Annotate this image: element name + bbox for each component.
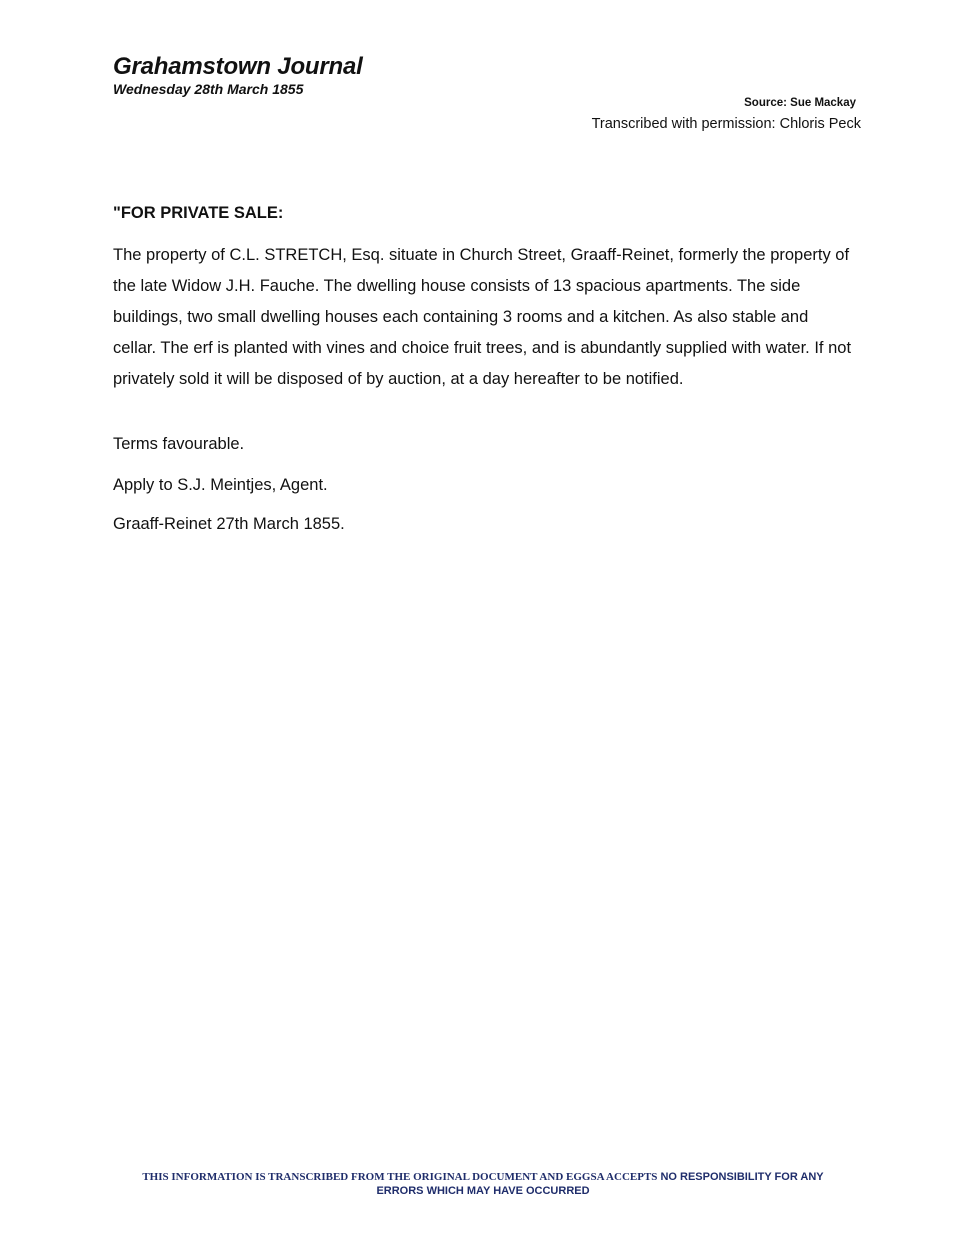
source-credit: Source: Sue Mackay [744,97,856,109]
disclaimer-line-1 [0,1170,966,1184]
disclaimer-footer [0,1170,966,1198]
article-terms: Terms favourable. [113,435,245,453]
transcription-credit: Transcribed with permission: Chloris Peck [591,116,861,132]
article-apply: Apply to S.J. Meintjes, Agent. [113,476,328,494]
publication-date: Wednesday 28th March 1855 [113,81,304,97]
article-dateline: Graaff-Reinet 27th March 1855. [113,515,345,533]
article-body: The property of C.L. STRETCH, Esq. situate in Church Street, Graaff-Reinet, formerly the property of the late Widow J.H. Fauche. The dwelling house consists of 13 spacious apartments. The side buildings, two small dwelling houses each containing 3 rooms and a kitchen. As also stable and cellar. The erf is planted with vines and choice fruit trees, and is abundantly supplied with water. If not privately sold it will be disposed of by auction, at a day hereafter to be notified. [113,246,852,388]
article-heading: "FOR PRIVATE SALE: [113,204,284,222]
disclaimer-part-2: NO RESPONSIBILITY FOR ANY [657,1171,824,1183]
publication-title: Grahamstown Journal [113,53,363,80]
disclaimer-part-1: THIS INFORMATION IS TRANSCRIBED FROM THE ORIGINAL DOCUMENT AND EGGSA ACCEPTS [142,1171,658,1183]
disclaimer-line-2: ERRORS WHICH MAY HAVE OCCURRED [376,1185,590,1197]
